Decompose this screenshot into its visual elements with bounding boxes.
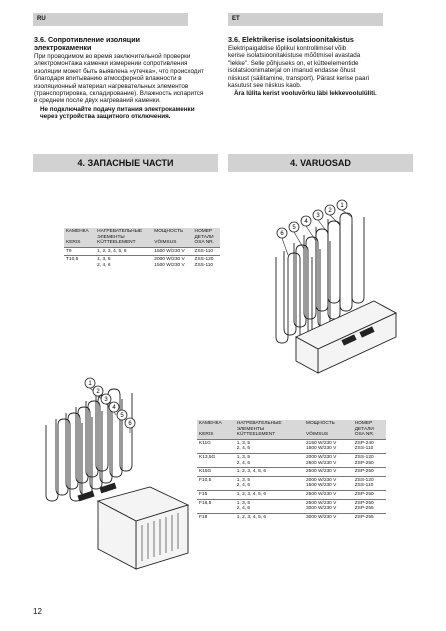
language-tab-et-label: ET xyxy=(232,16,240,22)
table-header-row xyxy=(197,420,386,439)
body-line: niiskust (säilitamine, transport). Pärast kerise paari xyxy=(228,74,370,82)
power-cell-value: 3000 W/230 V xyxy=(305,514,337,520)
elements-cell xyxy=(235,453,304,467)
body-line: благодаря впитыванию атмосферной влажности в xyxy=(34,75,182,83)
power-cell-value: 2000 W/230 V xyxy=(154,257,185,263)
header-model xyxy=(197,420,235,439)
part-number-cell-value: ZSP-255 xyxy=(354,514,374,520)
model-cell xyxy=(197,453,235,467)
heater-base-box xyxy=(296,301,396,373)
body-line: isolatsioonimaterjal on imanud endasse õhust xyxy=(228,67,356,75)
header-part-ru-b: ДЕТАЛИ xyxy=(354,426,374,432)
part-number-cell-value: ZSP-240 xyxy=(354,440,374,446)
header-model-ru: КАМЕНКА xyxy=(199,421,222,426)
header-elements-ru-a: НАГРЕВАТЕЛЬНЫЕ xyxy=(236,421,282,426)
header-model-et: KERIS xyxy=(199,432,214,438)
elements-cell-value: 1, 3, 5 xyxy=(236,477,251,483)
power-cell xyxy=(304,453,353,467)
callout-label: 4 xyxy=(112,405,116,412)
heater-elements-illustration-bottom xyxy=(38,375,198,575)
header-part-ru-a: НОМЕР xyxy=(194,229,213,234)
power-cell-value: 2500 W/230 V xyxy=(305,491,337,497)
elements-cell xyxy=(95,256,152,270)
elements-cell-value: 1, 3, 5 xyxy=(236,500,251,506)
part-number-cell-value: ZSS-110 xyxy=(194,262,214,268)
power-cell-value: 1500 W/230 V xyxy=(154,248,185,254)
header-power-et: VÕIMSUS xyxy=(305,432,329,438)
elements-cell-value: 1, 2, 3, 4, 5, 6 xyxy=(236,469,267,475)
power-cell-value: 2500 W/230 V xyxy=(305,500,337,506)
table-row xyxy=(197,476,386,490)
power-cell xyxy=(304,439,353,453)
elements-cell-value: 1, 3, 5 xyxy=(97,257,111,263)
part-number-cell xyxy=(193,256,220,270)
header-power xyxy=(304,420,353,439)
header-elements-ru-b: ЭЛЕМЕНТЫ xyxy=(236,426,265,432)
spare-parts-table-top xyxy=(64,228,220,270)
elements-cell-value: 1, 2, 3, 4, 5, 6 xyxy=(97,248,127,254)
power-cell-value: 2000 W/230 V xyxy=(305,477,337,483)
part-number-cell-value: ZSP-255 xyxy=(354,506,374,512)
spare-parts-table-bottom xyxy=(197,420,386,521)
warning-line: через устройства защитного отключения. xyxy=(40,113,171,121)
section-3-6-et xyxy=(228,36,423,98)
elements-cell xyxy=(235,468,304,477)
warning-line: Не подключайте подачу питания электрокаменки xyxy=(40,105,195,113)
power-cell-value: 2000 W/230 V xyxy=(305,454,337,460)
callout-6 xyxy=(277,228,288,255)
header-elements-ru-a: НАГРЕВАТЕЛЬНЫЕ xyxy=(97,229,143,234)
power-cell-value: 1500 W/230 V xyxy=(154,262,185,268)
model-cell-value: F18 xyxy=(199,514,208,520)
spare-parts-header-ru-label: 4. ЗАПАСНЫЕ ЧАСТИ xyxy=(77,158,174,168)
language-tab-ru-label: RU xyxy=(37,16,46,22)
header-elements-ru-b: ЭЛЕМЕНТЫ xyxy=(97,234,125,240)
part-number-cell-value: ZSS-120 xyxy=(354,477,374,483)
part-number-cell-value: ZSP-250 xyxy=(354,469,374,475)
part-number-cell xyxy=(353,490,386,499)
callout-label: 6 xyxy=(128,421,132,428)
warning-et: Ära lülita kerist vooluvõrku läbi lekkevoolulüliti. xyxy=(234,90,377,98)
callout-label: 1 xyxy=(340,203,344,210)
body-line: kerise isolatsioonitakistuse mõõtmisel avastada xyxy=(228,52,361,60)
part-number-cell-value: ZSP-250 xyxy=(354,491,374,497)
part-number-cell-value: ZSS-110 xyxy=(194,248,214,254)
table-row xyxy=(197,490,386,499)
callout-label: 2 xyxy=(96,389,100,396)
model-cell xyxy=(197,439,235,453)
header-part-ru-a: НОМЕР xyxy=(354,421,373,426)
part-number-cell xyxy=(353,453,386,467)
model-cell-value: F16,5 xyxy=(199,500,212,506)
part-callouts-top xyxy=(277,200,352,255)
header-elements-et: KÜTTEELEMENT xyxy=(236,432,276,438)
power-cell-value: 1500 W/230 V xyxy=(305,483,337,489)
elements-cell-value: 2, 4, 6 xyxy=(97,262,111,268)
elements-cell-value: 2, 4, 6 xyxy=(236,460,251,466)
power-cell xyxy=(152,247,192,256)
warning-ru xyxy=(34,106,229,121)
part-number-cell xyxy=(353,439,386,453)
part-number-cell-value: ZSS-120 xyxy=(194,257,214,263)
body-line: в среднем после двух нагреваний каменки. xyxy=(34,97,161,105)
body-line: "lekke". Selle põhjuseks on, et kütteelementide xyxy=(228,59,359,67)
power-cell xyxy=(304,468,353,477)
section-title-ru xyxy=(34,36,229,52)
header-model-ru: КАМЕНКА xyxy=(66,229,89,234)
section-title-ru-line1: 3.6. Сопротивление изоляции xyxy=(34,35,141,44)
spare-parts-header-et-label: 4. VARUOSAD xyxy=(290,158,351,168)
part-number-cell xyxy=(353,468,386,477)
body-line: электромонтажа каменки измерении сопротивления xyxy=(34,60,188,68)
header-part xyxy=(193,228,220,247)
power-cell-value: 2500 W/230 V xyxy=(305,460,337,466)
model-cell-value: T9 xyxy=(66,248,72,254)
body-line: изоляционный материал нагревательных элементов xyxy=(34,82,189,90)
header-model xyxy=(64,228,95,247)
power-cell-value: 2500 W/230 V xyxy=(305,469,337,475)
spare-parts-header-et xyxy=(228,154,413,172)
section-title-et: 3.6. Elektrikerise isolatsioonitakistus xyxy=(228,35,354,44)
callout-label: 3 xyxy=(104,397,108,404)
header-part-ru-b: ДЕТАЛИ xyxy=(194,234,214,240)
model-cell xyxy=(64,247,95,256)
table-row xyxy=(197,513,386,521)
section-body-et xyxy=(228,45,423,89)
part-number-cell-value: ZSP-250 xyxy=(354,460,374,466)
model-cell xyxy=(197,476,235,490)
model-cell-value: F15 xyxy=(199,491,208,497)
model-cell xyxy=(197,468,235,477)
section-body-ru xyxy=(34,53,229,105)
elements-cell xyxy=(235,499,304,513)
model-cell xyxy=(197,513,235,521)
elements-cell xyxy=(235,513,304,521)
callout-label: 1 xyxy=(88,381,92,388)
callout-label: 4 xyxy=(304,219,308,226)
language-tab-et xyxy=(228,13,383,26)
table-body-bottom xyxy=(197,439,386,521)
callout-5 xyxy=(289,222,304,249)
elements-cell-value: 1, 2, 3, 4, 5, 6 xyxy=(236,514,267,520)
table-row xyxy=(197,453,386,467)
elements-cell-value: 2, 4, 6 xyxy=(236,483,251,489)
elements-cell xyxy=(235,490,304,499)
power-cell xyxy=(304,499,353,513)
page-number: 12 xyxy=(33,607,42,616)
heater-base-box xyxy=(98,487,188,569)
model-cell-value: K13,5G xyxy=(199,454,216,460)
table-row xyxy=(197,468,386,477)
model-cell-value: F10,5 xyxy=(199,477,212,483)
header-part-et: OSA NR. xyxy=(194,240,214,246)
table-row xyxy=(64,247,220,256)
section-3-6-ru xyxy=(34,36,229,121)
header-elements xyxy=(235,420,304,439)
header-part-et: OSA NR. xyxy=(354,432,375,438)
power-cell-value: 1500 W/230 V xyxy=(305,446,337,452)
elements-cell xyxy=(235,476,304,490)
elements-cell-value: 1, 3, 5 xyxy=(236,440,251,446)
part-number-cell xyxy=(353,476,386,490)
power-cell-value: 2150 W/230 V xyxy=(305,440,337,446)
body-line: При проводимом во время заключительной проверки xyxy=(34,53,191,60)
callout-label: 5 xyxy=(120,413,124,420)
body-line: (транспортировка, складирование). Влажность испарится xyxy=(34,90,204,98)
elements-cell xyxy=(235,439,304,453)
elements-cell-value: 1, 3, 5 xyxy=(236,454,251,460)
model-cell xyxy=(197,490,235,499)
power-cell xyxy=(152,256,192,270)
model-cell xyxy=(64,256,95,270)
header-power-ru: МОЩНОСТЬ xyxy=(154,229,184,234)
language-tab-ru xyxy=(33,13,188,26)
header-elements-et: KÜTTEELEMENT xyxy=(97,240,136,246)
callout-6 xyxy=(125,418,135,433)
power-cell xyxy=(304,476,353,490)
table-body-top xyxy=(64,247,220,269)
header-model-et: KERIS xyxy=(66,240,81,246)
table-header-row xyxy=(64,228,220,247)
callout-label: 6 xyxy=(280,231,284,238)
power-cell xyxy=(304,513,353,521)
header-power-ru: МОЩНОСТЬ xyxy=(305,421,335,426)
part-number-cell xyxy=(353,499,386,513)
header-part xyxy=(353,420,386,439)
part-number-cell xyxy=(193,247,220,256)
power-cell-value: 3000 W/230 V xyxy=(305,506,337,512)
header-elements xyxy=(95,228,152,247)
body-line: kasutust see niiskus kaob. xyxy=(228,82,302,90)
part-number-cell-value: ZSP-250 xyxy=(354,500,374,506)
elements-cell-value: 1, 2, 3, 4, 5, 6 xyxy=(236,491,267,497)
part-number-cell-value: ZSS-120 xyxy=(354,454,374,460)
elements-cell xyxy=(95,247,152,256)
table-row xyxy=(197,439,386,453)
header-power-et: VÕIMSUS xyxy=(154,240,177,246)
header-power xyxy=(152,228,192,247)
heater-elements-illustration-top xyxy=(256,197,416,387)
part-number-cell xyxy=(353,513,386,521)
body-line: Elektripaigaldise lõplikul kontrollimisel võib xyxy=(228,45,347,52)
callout-label: 2 xyxy=(328,208,332,215)
table-row xyxy=(197,499,386,513)
section-title-ru-line2: электрокаменки xyxy=(34,43,92,52)
part-number-cell-value: ZSS-110 xyxy=(354,483,374,489)
spare-parts-header-ru xyxy=(33,154,218,172)
model-cell xyxy=(197,499,235,513)
table-row xyxy=(64,256,220,270)
body-line: изоляции может быть выявлена «утечка», что происходит xyxy=(34,67,204,75)
model-cell-value: K15G xyxy=(199,469,212,475)
power-cell xyxy=(304,490,353,499)
elements-cell-value: 2, 4, 6 xyxy=(236,506,251,512)
model-cell-value: T10,5 xyxy=(66,257,79,263)
elements-cell-value: 2, 4, 6 xyxy=(236,446,251,452)
part-number-cell-value: ZSS-110 xyxy=(354,446,374,452)
model-cell-value: K11G xyxy=(199,440,211,446)
callout-label: 5 xyxy=(292,225,296,232)
callout-label: 3 xyxy=(316,213,320,220)
